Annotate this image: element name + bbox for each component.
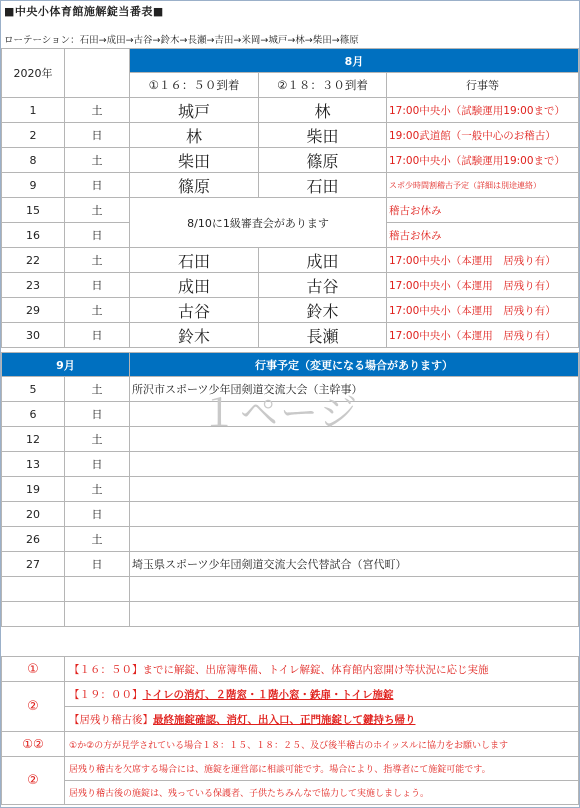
weekday: 土 xyxy=(65,477,130,502)
event: スポ少時間割稽古予定（詳細は別途連絡） xyxy=(387,173,579,198)
weekday: 日 xyxy=(65,452,130,477)
note-emph: トイレの消灯、２階窓・１階小窓・鉄扉・トイレ施錠 xyxy=(142,688,394,701)
day: 26 xyxy=(2,527,65,552)
page-watermark: １ページ xyxy=(200,391,360,435)
notes-table xyxy=(1,656,579,805)
event: 17:00中央小（本運用 居残り有） xyxy=(387,273,579,298)
day: 12 xyxy=(2,427,65,452)
weekday: 日 xyxy=(65,402,130,427)
event: 稽古お休み xyxy=(387,223,579,248)
day: 1 xyxy=(2,98,65,123)
duty-1830: 柴田 xyxy=(259,123,387,148)
weekday: 日 xyxy=(65,223,130,248)
note-time: 【居残り稽古後】 xyxy=(69,713,153,726)
day: 8 xyxy=(2,148,65,173)
duty-1830: 成田 xyxy=(259,248,387,273)
weekday: 土 xyxy=(65,148,130,173)
note-mark: ① xyxy=(2,657,65,682)
weekday: 日 xyxy=(65,502,130,527)
august-table xyxy=(1,48,579,348)
note-text: 【１６：５０】までに解錠、出席簿準備、トイレ解錠、体育館内窓開け等状況に応じ実施 xyxy=(65,657,579,682)
weekday: 土 xyxy=(65,527,130,552)
exam-note: 8/10に1級審査会があります xyxy=(130,198,387,248)
september-header: 9月 xyxy=(2,353,130,377)
day: 19 xyxy=(2,477,65,502)
day: 15 xyxy=(2,198,65,223)
day: 29 xyxy=(2,298,65,323)
event xyxy=(130,477,579,502)
note-time: 【１９：００】 xyxy=(69,688,143,701)
weekday: 土 xyxy=(65,98,130,123)
day: 30 xyxy=(2,323,65,348)
note-mark: ② xyxy=(2,757,65,805)
event: 17:00中央小（試験運用19:00まで） xyxy=(387,148,579,173)
day: 20 xyxy=(2,502,65,527)
weekday: 日 xyxy=(65,123,130,148)
duty-1830: 篠原 xyxy=(259,148,387,173)
duty-1650: 成田 xyxy=(130,273,259,298)
day: 5 xyxy=(2,377,65,402)
event: 稽古お休み xyxy=(387,198,579,223)
sheet-title: ■中央小体育館施解錠当番表■ xyxy=(4,5,164,18)
weekday: 土 xyxy=(65,427,130,452)
event: 17:00中央小（試験運用19:00まで） xyxy=(387,98,579,123)
day: 9 xyxy=(2,173,65,198)
duty-1650: 林 xyxy=(130,123,259,148)
duty-1650: 城戸 xyxy=(130,98,259,123)
day: 27 xyxy=(2,552,65,577)
event: 所沢市スポーツ少年団剣道交流大会（主幹事） xyxy=(130,377,579,402)
weekday: 土 xyxy=(65,248,130,273)
day: 6 xyxy=(2,402,65,427)
note-mark: ①② xyxy=(2,732,65,757)
duty-1830: 林 xyxy=(259,98,387,123)
duty-1650: 柴田 xyxy=(130,148,259,173)
event: 17:00中央小（本運用 居残り有） xyxy=(387,248,579,273)
september-table xyxy=(1,352,579,627)
event xyxy=(130,502,579,527)
note-text: 居残り稽古後の施錠は、残っている保護者、子供たちみんなで協力して実施しましょう。 xyxy=(65,781,579,805)
day: 13 xyxy=(2,452,65,477)
duty-1650: 石田 xyxy=(130,248,259,273)
event: 19:00武道館（一般中心のお稽古） xyxy=(387,123,579,148)
weekday: 日 xyxy=(65,323,130,348)
col-1650: ①１６：５０到着 xyxy=(130,73,259,98)
day: 22 xyxy=(2,248,65,273)
weekday: 日 xyxy=(65,552,130,577)
note-text xyxy=(65,682,579,707)
day: 2 xyxy=(2,123,65,148)
day: 16 xyxy=(2,223,65,248)
schedule-header: 行事予定（変更になる場合があります） xyxy=(130,353,579,377)
event xyxy=(130,452,579,477)
note-text: 居残り稽古を欠席する場合には、施錠を運営部に相談可能です。場合により、指導者にて施錠可能です。 xyxy=(65,757,579,781)
note-text xyxy=(65,707,579,732)
note-mark: ② xyxy=(2,682,65,732)
rotation-text: ローテーション：石田→成田→古谷→鈴木→長瀬→吉田→米岡→城戸→林→柴田→篠原 xyxy=(4,35,359,46)
event xyxy=(130,427,579,452)
duty-1650: 鈴木 xyxy=(130,323,259,348)
weekday: 土 xyxy=(65,198,130,223)
weekday: 土 xyxy=(65,377,130,402)
duty-1830: 古谷 xyxy=(259,273,387,298)
august-header: 8月 xyxy=(130,49,579,73)
event xyxy=(130,402,579,427)
duty-1650: 古谷 xyxy=(130,298,259,323)
duty-1830: 石田 xyxy=(259,173,387,198)
duty-1830: 鈴木 xyxy=(259,298,387,323)
event: 17:00中央小（本運用 居残り有） xyxy=(387,323,579,348)
duty-1830: 長瀬 xyxy=(259,323,387,348)
weekday: 土 xyxy=(65,298,130,323)
weekday: 日 xyxy=(65,173,130,198)
col-1830: ②１８：３０到着 xyxy=(259,73,387,98)
event xyxy=(130,527,579,552)
note-text: ①か②の方が見学されている場合１８：１５、１８：２５、及び後半稽古のホイッスルに協力をお願いします xyxy=(65,732,579,757)
note-emph: 最終施錠確認、消灯、出入口、正門施錠して鍵持ち帰り xyxy=(153,713,416,726)
col-events: 行事等 xyxy=(387,73,579,98)
year-label: 2020年 xyxy=(2,49,65,98)
event: 17:00中央小（本運用 居残り有） xyxy=(387,298,579,323)
weekday: 日 xyxy=(65,273,130,298)
duty-1650: 篠原 xyxy=(130,173,259,198)
day: 23 xyxy=(2,273,65,298)
event: 埼玉県スポーツ少年団剣道交流大会代替試合（宮代町） xyxy=(130,552,579,577)
